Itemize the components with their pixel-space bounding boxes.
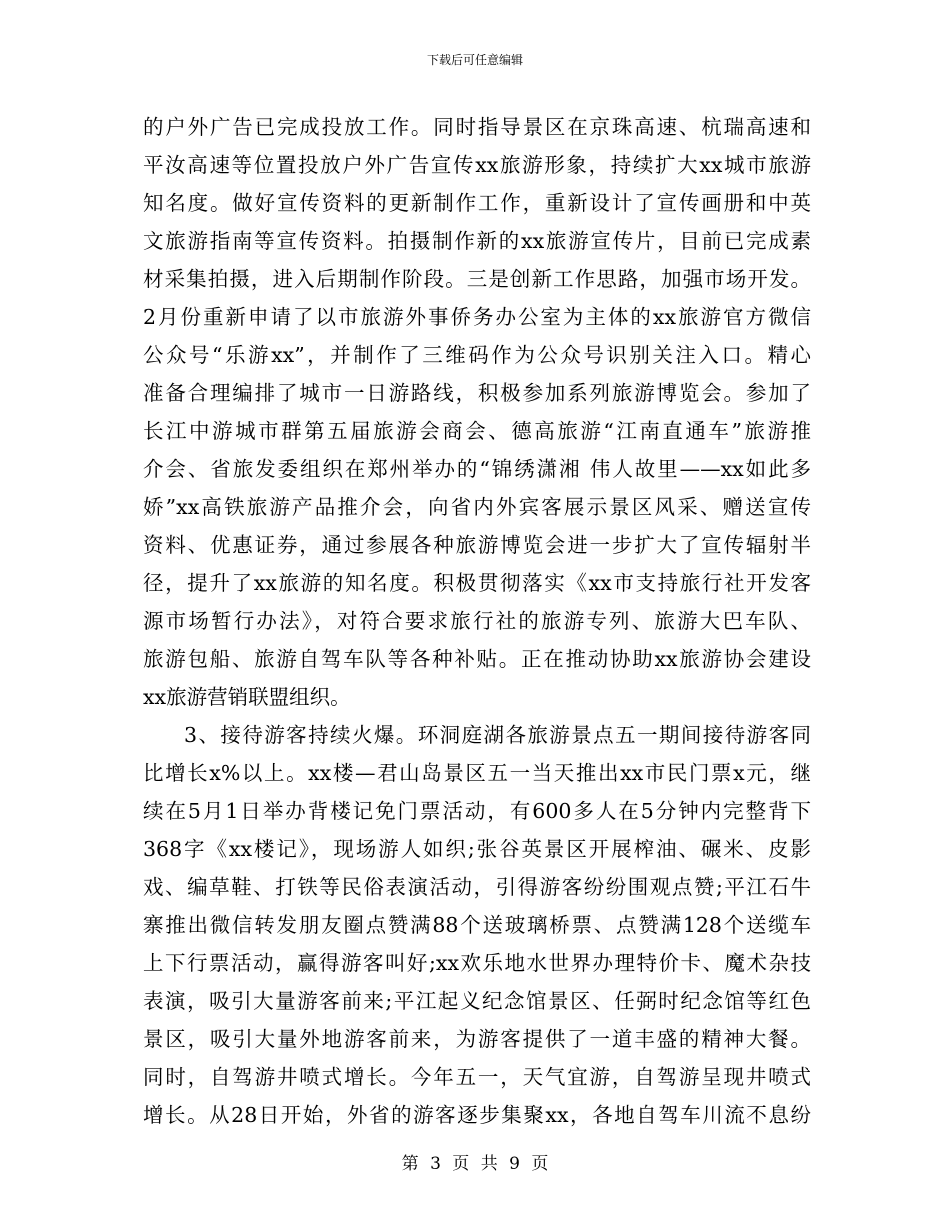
text-line: 资料、优惠证券，通过参展各种旅游博览会进一步扩大了宣传辐射半 — [143, 533, 811, 557]
text-line: 368字《xx楼记》，现场游人如织;张谷英景区开展榨油、碾米、皮影 — [143, 837, 811, 861]
text-line: 材采集拍摄，进入后期制作阶段。三是创新工作思路，加强市场开发。 — [143, 267, 811, 291]
paragraph-first-line: 3、接待游客持续火爆。环洞庭湖各旅游景点五一期间接待游客同 — [184, 723, 811, 747]
text-line: 知名度。做好宣传资料的更新制作工作，重新设计了宣传画册和中英 — [143, 191, 811, 215]
text-line: 准备合理编排了城市一日游路线，积极参加系列旅游博览会。参加了 — [143, 381, 811, 405]
text-line: 景区，吸引大量外地游客前来，为游客提供了一道丰盛的精神大餐。 — [143, 1027, 811, 1051]
text-line: 平汝高速等位置投放户外广告宣传xx旅游形象，持续扩大xx城市旅游 — [143, 153, 811, 177]
text-line: xx旅游营销联盟组织。 — [143, 685, 351, 709]
text-line: 文旅游指南等宣传资料。拍摄制作新的xx旅游宣传片，目前已完成素 — [143, 229, 811, 253]
text-line: 增长。从28日开始，外省的游客逐步集聚xx，各地自驾车川流不息纷 — [143, 1103, 811, 1127]
text-line: 寨推出微信转发朋友圈点赞满88个送玻璃桥票、点赞满128个送缆车 — [143, 913, 811, 937]
text-line: 公众号“乐游xx”，并制作了三维码作为公众号识别关注入口。精心 — [143, 343, 811, 367]
text-line: 长江中游城市群第五届旅游会商会、德高旅游“江南直通车”旅游推 — [143, 419, 811, 443]
page-header: 下载后可任意编辑 — [426, 53, 523, 67]
text-line: 上下行票活动，赢得游客叫好;xx欢乐地水世界办理特价卡、魔术杂技 — [143, 951, 811, 975]
text-line: 娇”xx高铁旅游产品推介会，向省内外宾客展示景区风采、赠送宣传 — [143, 495, 811, 519]
text-line: 同时，自驾游井喷式增长。今年五一，天气宜游，自驾游呈现井喷式 — [143, 1065, 811, 1089]
page-footer: 第 3 页 共 9 页 — [401, 1154, 549, 1174]
text-line: 续在5月1日举办背楼记免门票活动，有600多人在5分钟内完整背下 — [143, 799, 811, 823]
text-line: 的户外广告已完成投放工作。同时指导景区在京珠高速、杭瑞高速和 — [143, 115, 811, 139]
text-line: 径，提升了xx旅游的知名度。积极贯彻落实《xx市支持旅行社开发客 — [143, 571, 811, 595]
text-line: 旅游包船、旅游自驾车队等各种补贴。正在推动协助xx旅游协会建设 — [143, 647, 811, 671]
text-line: 表演，吸引大量游客前来;平江起义纪念馆景区、任弼时纪念馆等红色 — [143, 989, 811, 1013]
text-line: 2月份重新申请了以市旅游外事侨务办公室为主体的xx旅游官方微信 — [143, 305, 811, 329]
text-line: 源市场暂行办法》，对符合要求旅行社的旅游专列、旅游大巴车队、 — [143, 609, 811, 633]
text-line: 比增长x%以上。xx楼—君山岛景区五一当天推出xx市民门票x元，继 — [143, 761, 811, 785]
text-line: 介会、省旅发委组织在郑州举办的“锦绣潇湘 伟人故里——xx如此多 — [143, 457, 811, 481]
document-body — [143, 108, 811, 1134]
text-line: 戏、编草鞋、打铁等民俗表演活动，引得游客纷纷围观点赞;平江石牛 — [143, 875, 811, 899]
